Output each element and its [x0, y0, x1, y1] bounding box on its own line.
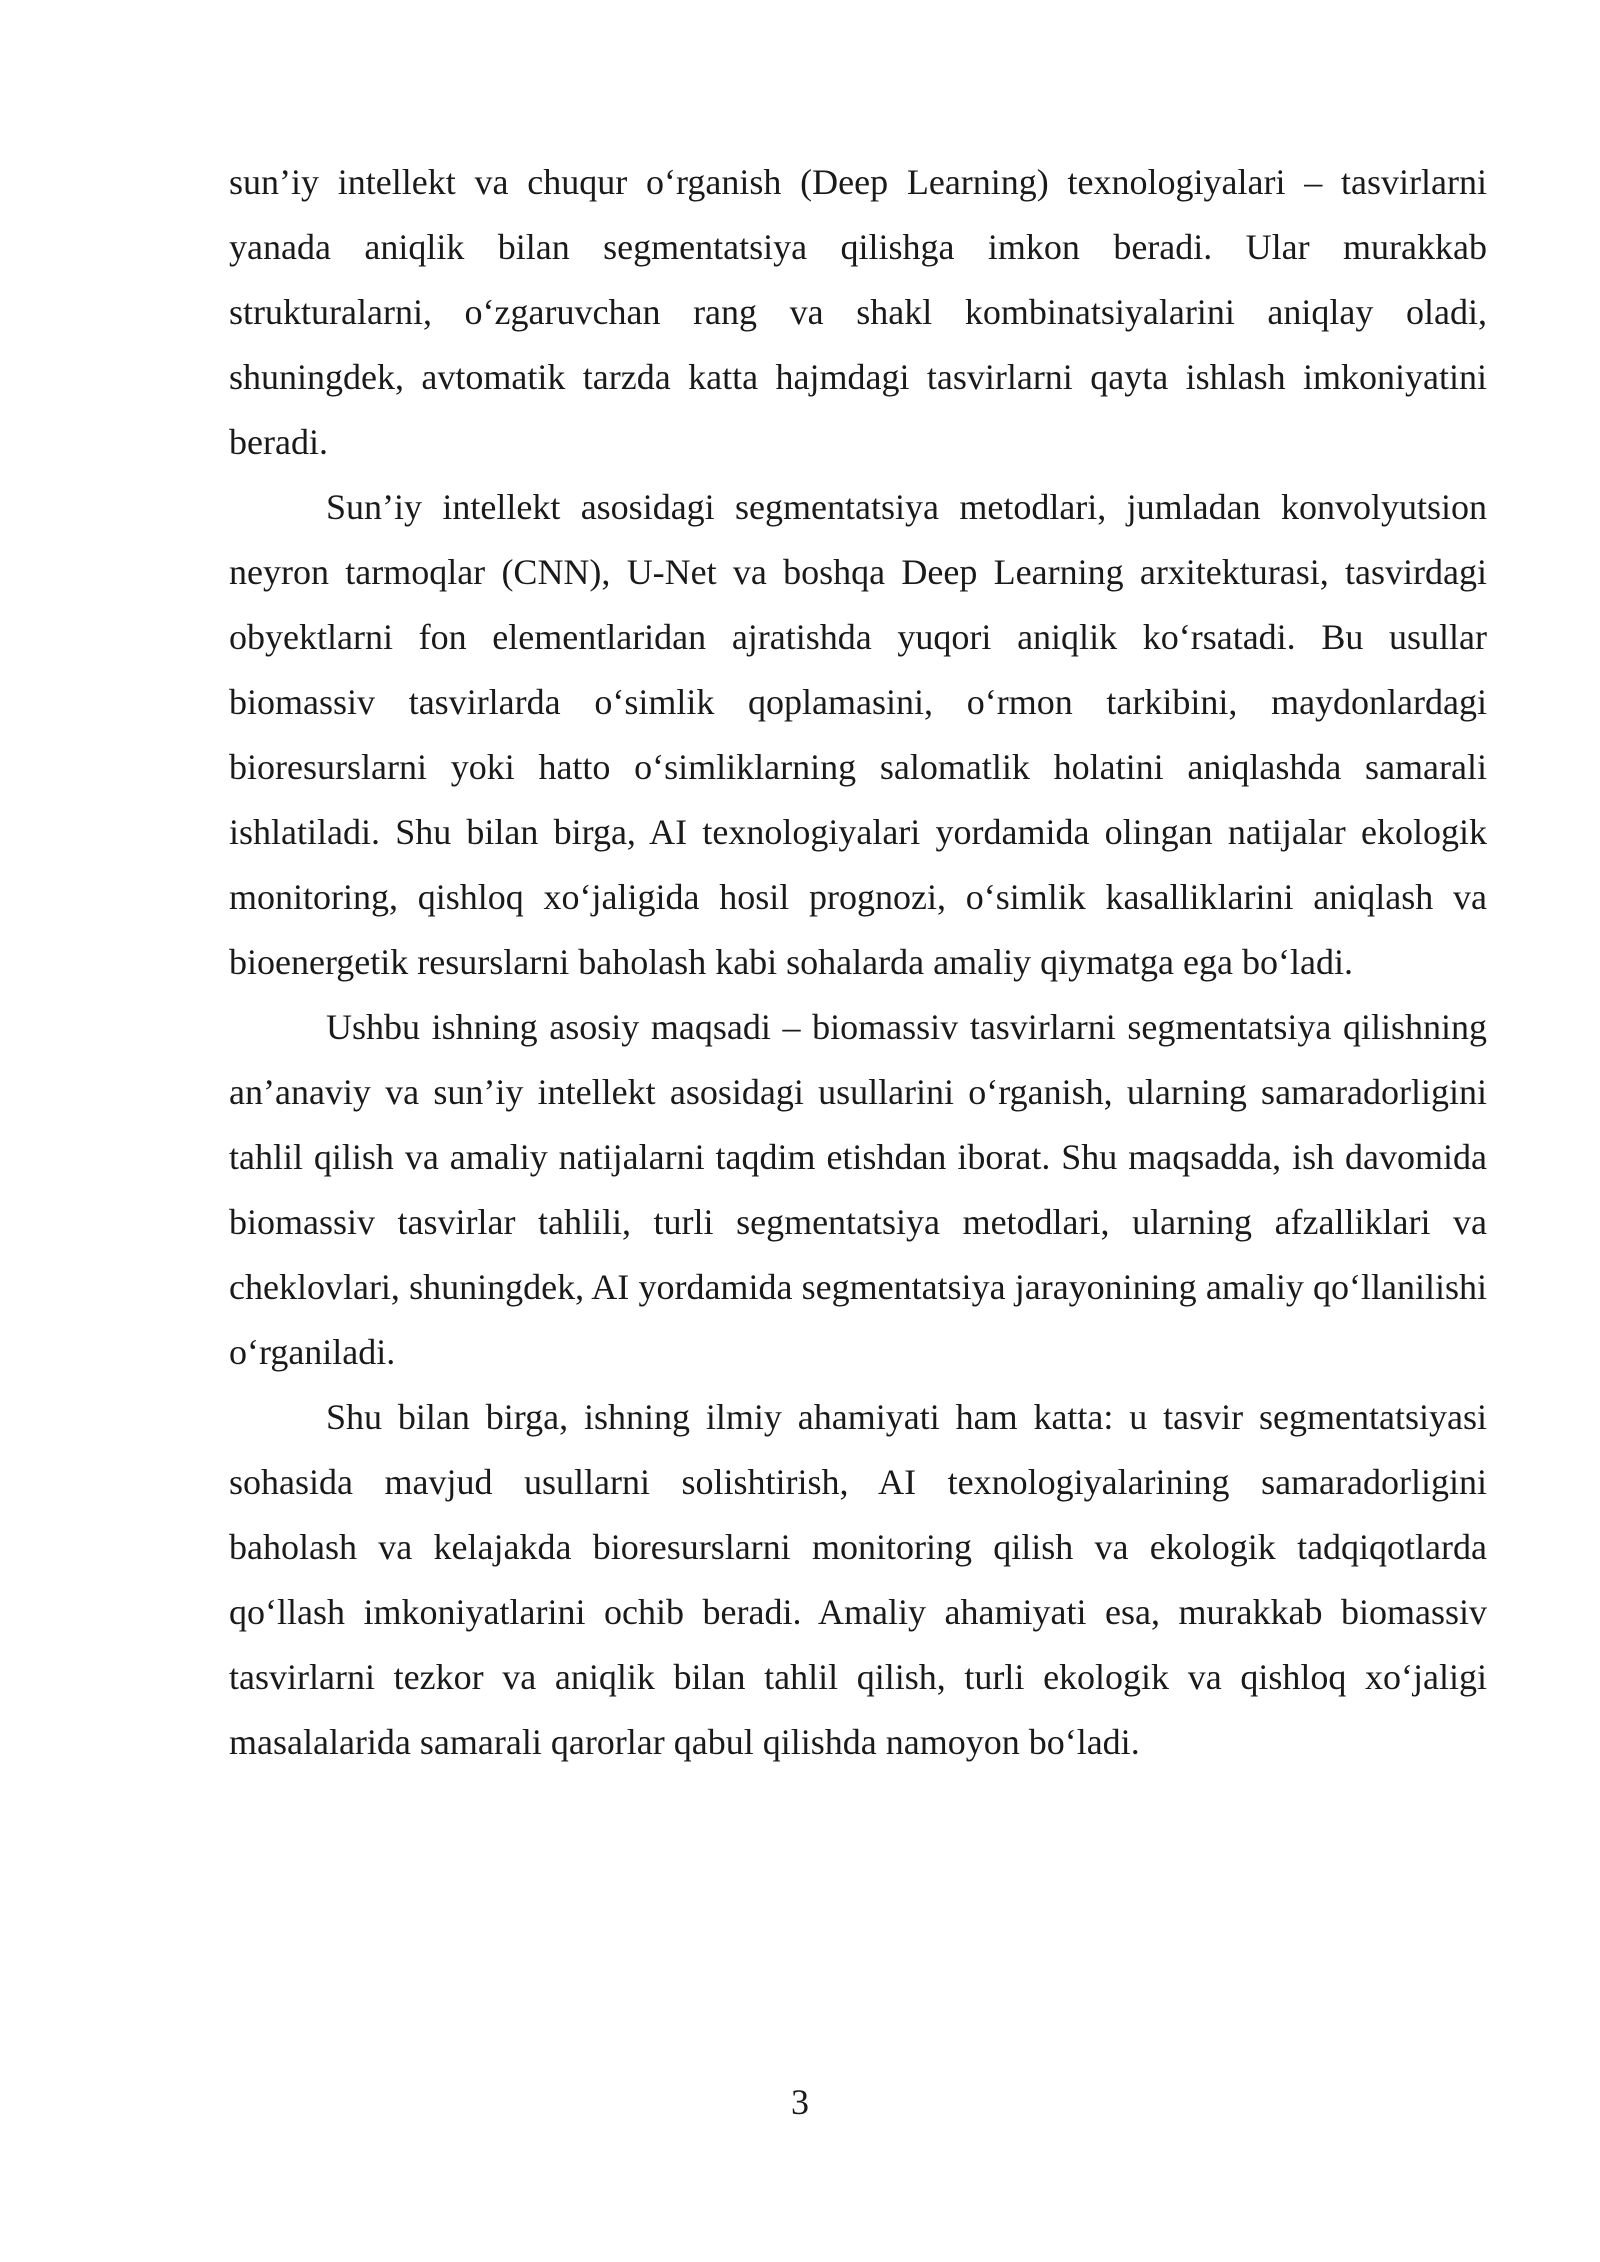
paragraph-ai-segmentation-methods: Sun’iy intellekt asosidagi segmentatsiya metodlari, jumladan konvolyutsion neyron tarmoqlar (CNN), U-Net va boshqa Deep Learning arxitekturasi, tasvirdagi obyektlarni fon elementlaridan ajratishda yuqori aniqlik ko‘rsatadi. Bu usullar biomassiv tasvirlarda o‘simlik qoplamasini, o‘rmon tarkibini, maydonlardagi bioresurslarni yoki hatto o‘simliklarning salomatlik holatini aniqlashda samarali ishlatiladi. Shu bilan birga, AI texnologiyalari yordamida olingan natijalar ekologik monitoring, qishloq xo‘jaligida hosil prognozi, o‘simlik kasalliklarini aniqlash va bioenergetik resurslarni baholash kabi sohalarda amaliy qiymatga ega bo‘ladi.: [229, 487, 1487, 982]
body-text: [229, 150, 1487, 1775]
paragraph-work-goal: Ushbu ishning asosiy maqsadi – biomassiv tasvirlarni segmentatsiya qilishning an’anaviy va sun’iy intellekt asosidagi usullarini o‘rganish, ularning samaradorligini tahlil qilish va amaliy natijalarni taqdim etishdan iborat. Shu maqsadda, ish davomida biomassiv tasvirlar tahlili, turli segmentatsiya metodlari, ularning afzalliklari va cheklovlari, shuningdek, AI yordamida segmentatsiya jarayonining amaliy qo‘llanilishi o‘rganiladi.: [229, 1007, 1487, 1372]
paragraph-continuation: sun’iy intellekt va chuqur o‘rganish (Deep Learning) texnologiyalari – tasvirlarni yanada aniqlik bilan segmentatsiya qilishga imkon beradi. Ular murakkab strukturalarni, o‘zgaruvchan rang va shakl kombinatsiyalarini aniqlay oladi, shuningdek, avtomatik tarzda katta hajmdagi tasvirlarni qayta ishlash imkoniyatini beradi.: [229, 162, 1487, 462]
paragraph-scientific-significance: Shu bilan birga, ishning ilmiy ahamiyati ham katta: u tasvir segmentatsiyasi sohasida mavjud usullarni solishtirish, AI texnologiyalarining samaradorligini baholash va kelajakda bioresurslarni monitoring qilish va ekologik tadqiqotlarda qo‘llash imkoniyatlarini ochib beradi. Amaliy ahamiyati esa, murakkab biomassiv tasvirlarni tezkor va aniqlik bilan tahlil qilish, turli ekologik va qishloq xo‘jaligi masalalarida samarali qarorlar qabul qilishda namoyon bo‘ladi.: [229, 1397, 1487, 1762]
page-number: 3: [791, 2082, 809, 2122]
